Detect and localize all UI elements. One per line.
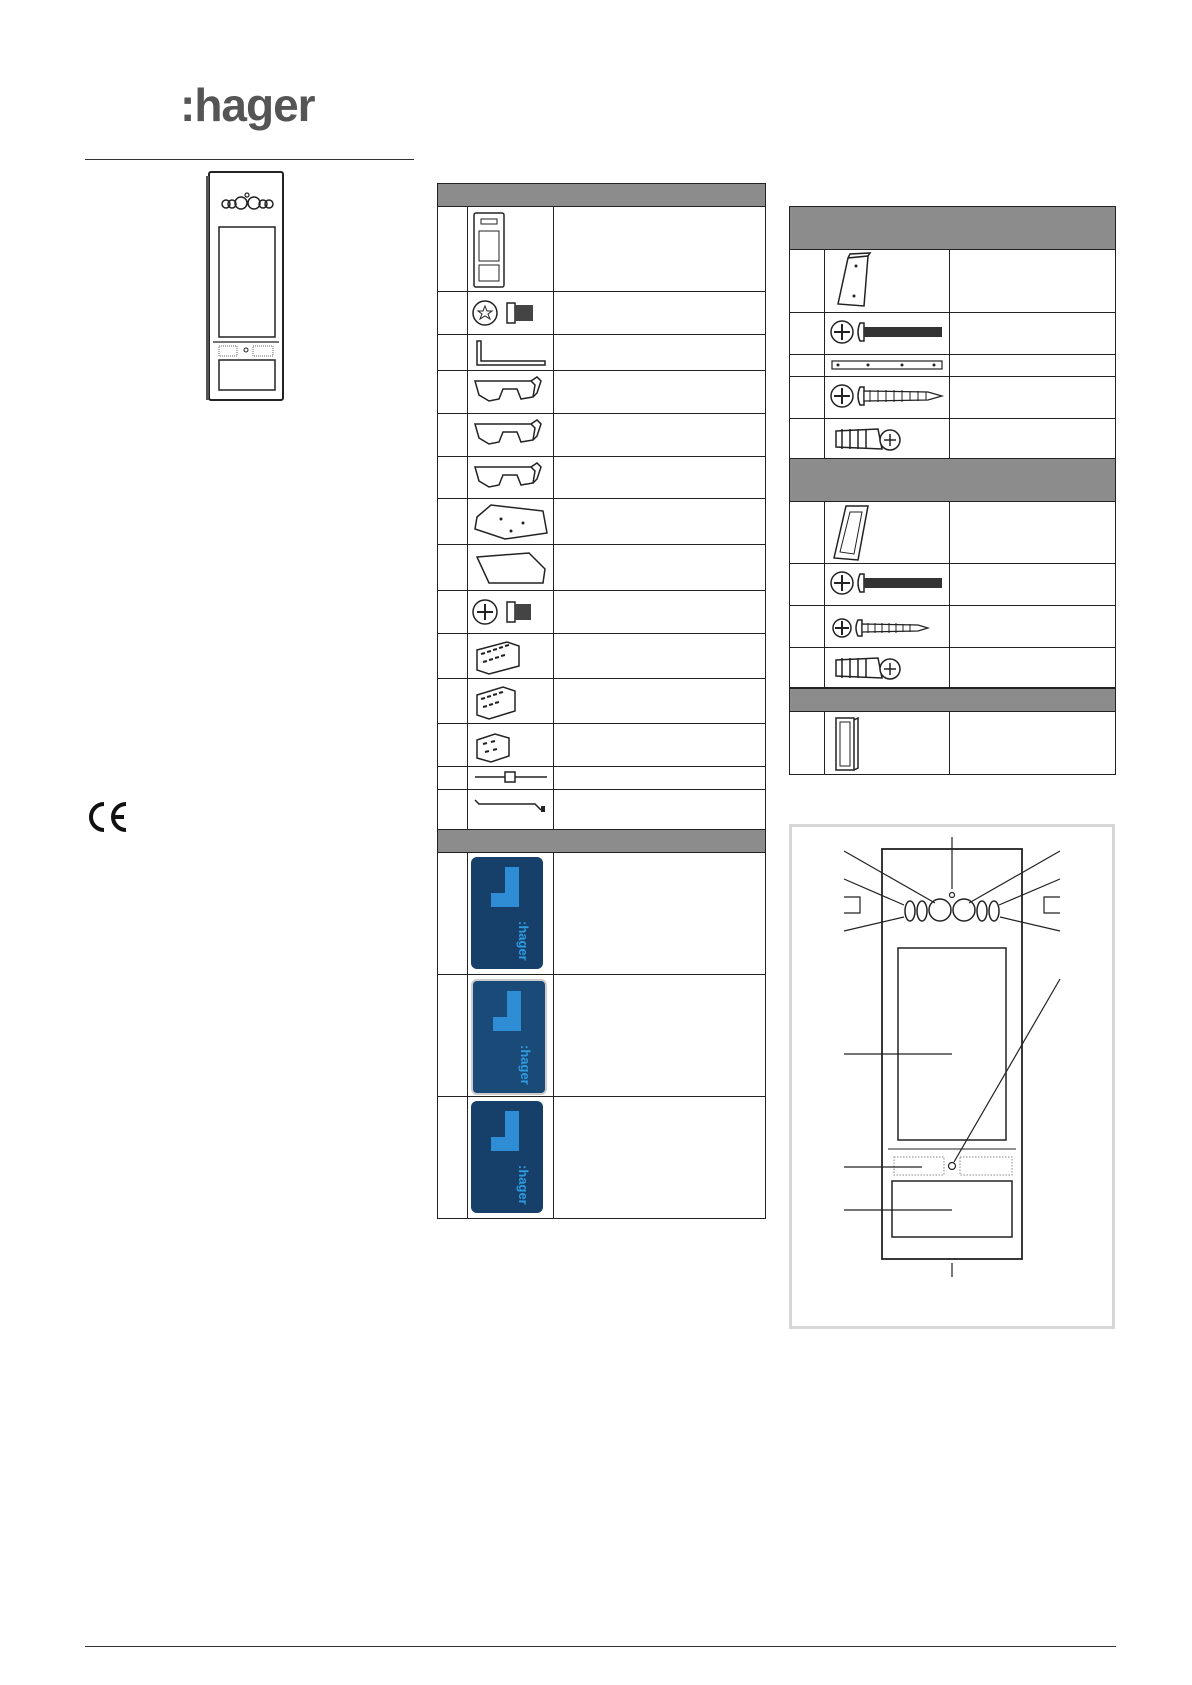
header-divider — [85, 159, 414, 160]
card-brand: :hager — [516, 1165, 531, 1205]
table-header — [789, 458, 1116, 502]
table-row — [437, 292, 766, 335]
machine-screw-icon — [828, 315, 946, 351]
drilling-template-icon — [828, 357, 946, 375]
wall-plug-icon — [828, 650, 946, 686]
table-row — [789, 712, 1116, 775]
flush-box-icon — [828, 504, 918, 562]
table-row — [437, 591, 766, 634]
table-row — [437, 634, 766, 679]
ce-mark-icon — [86, 801, 128, 833]
ce-mark — [86, 801, 128, 833]
table-row — [437, 767, 766, 790]
table-row — [437, 371, 766, 414]
door-station-drawing — [205, 170, 287, 402]
table-row — [437, 975, 766, 1097]
gasket-icon — [471, 547, 551, 589]
surface-box-icon — [828, 252, 918, 310]
bracket-clip-icon — [471, 459, 551, 498]
table-row — [437, 724, 766, 767]
footer-divider — [85, 1646, 1116, 1647]
wire-lead-icon — [471, 792, 551, 826]
device-overview-diagram — [789, 824, 1115, 1329]
card-brand: :hager — [518, 1045, 533, 1085]
phillips-screw-icon — [471, 593, 551, 633]
torx-screw-icon — [471, 294, 551, 334]
wood-screw-icon — [828, 379, 946, 415]
table-row — [437, 545, 766, 591]
table-row — [789, 313, 1116, 355]
table-row — [789, 606, 1116, 648]
cable-connector-icon — [471, 769, 551, 789]
table-row — [789, 648, 1116, 688]
table-row — [437, 499, 766, 545]
badge-card-icon — [471, 1101, 543, 1213]
table-row — [437, 1097, 766, 1219]
table-row — [789, 355, 1116, 377]
table-row — [437, 207, 766, 292]
bracket-clip-icon — [471, 373, 551, 413]
card-brand: :hager — [516, 921, 531, 961]
machine-screw-icon — [828, 566, 946, 602]
terminal-block-medium-icon — [471, 681, 551, 723]
door-station-callout-drawing — [792, 827, 1112, 1326]
wall-plug-icon — [828, 421, 946, 457]
hager-logo: :hager — [180, 79, 315, 131]
badge-card-icon — [471, 979, 547, 1095]
product-illustration — [205, 170, 287, 402]
table-header — [437, 183, 766, 207]
table-row — [437, 853, 766, 975]
table-row — [789, 502, 1116, 564]
table-row — [437, 790, 766, 830]
mounting-plate-icon — [471, 501, 551, 543]
badge-card-icon — [471, 857, 543, 969]
bracket-clip-icon — [471, 416, 551, 456]
allen-key-icon — [471, 337, 551, 369]
table-header — [789, 688, 1116, 712]
table-row — [437, 414, 766, 457]
terminal-block-small-icon — [471, 726, 551, 766]
table-row — [789, 250, 1116, 313]
table-header — [789, 206, 1116, 250]
table-row — [789, 377, 1116, 419]
wood-screw-icon — [828, 608, 946, 644]
table-row — [437, 335, 766, 371]
table-header — [437, 829, 766, 853]
terminal-block-large-icon — [471, 636, 551, 678]
table-row — [437, 457, 766, 499]
rail-bracket-icon — [828, 714, 918, 772]
table-row — [437, 679, 766, 724]
door-panel-icon — [471, 209, 551, 291]
table-row — [789, 419, 1116, 459]
table-row — [789, 564, 1116, 606]
